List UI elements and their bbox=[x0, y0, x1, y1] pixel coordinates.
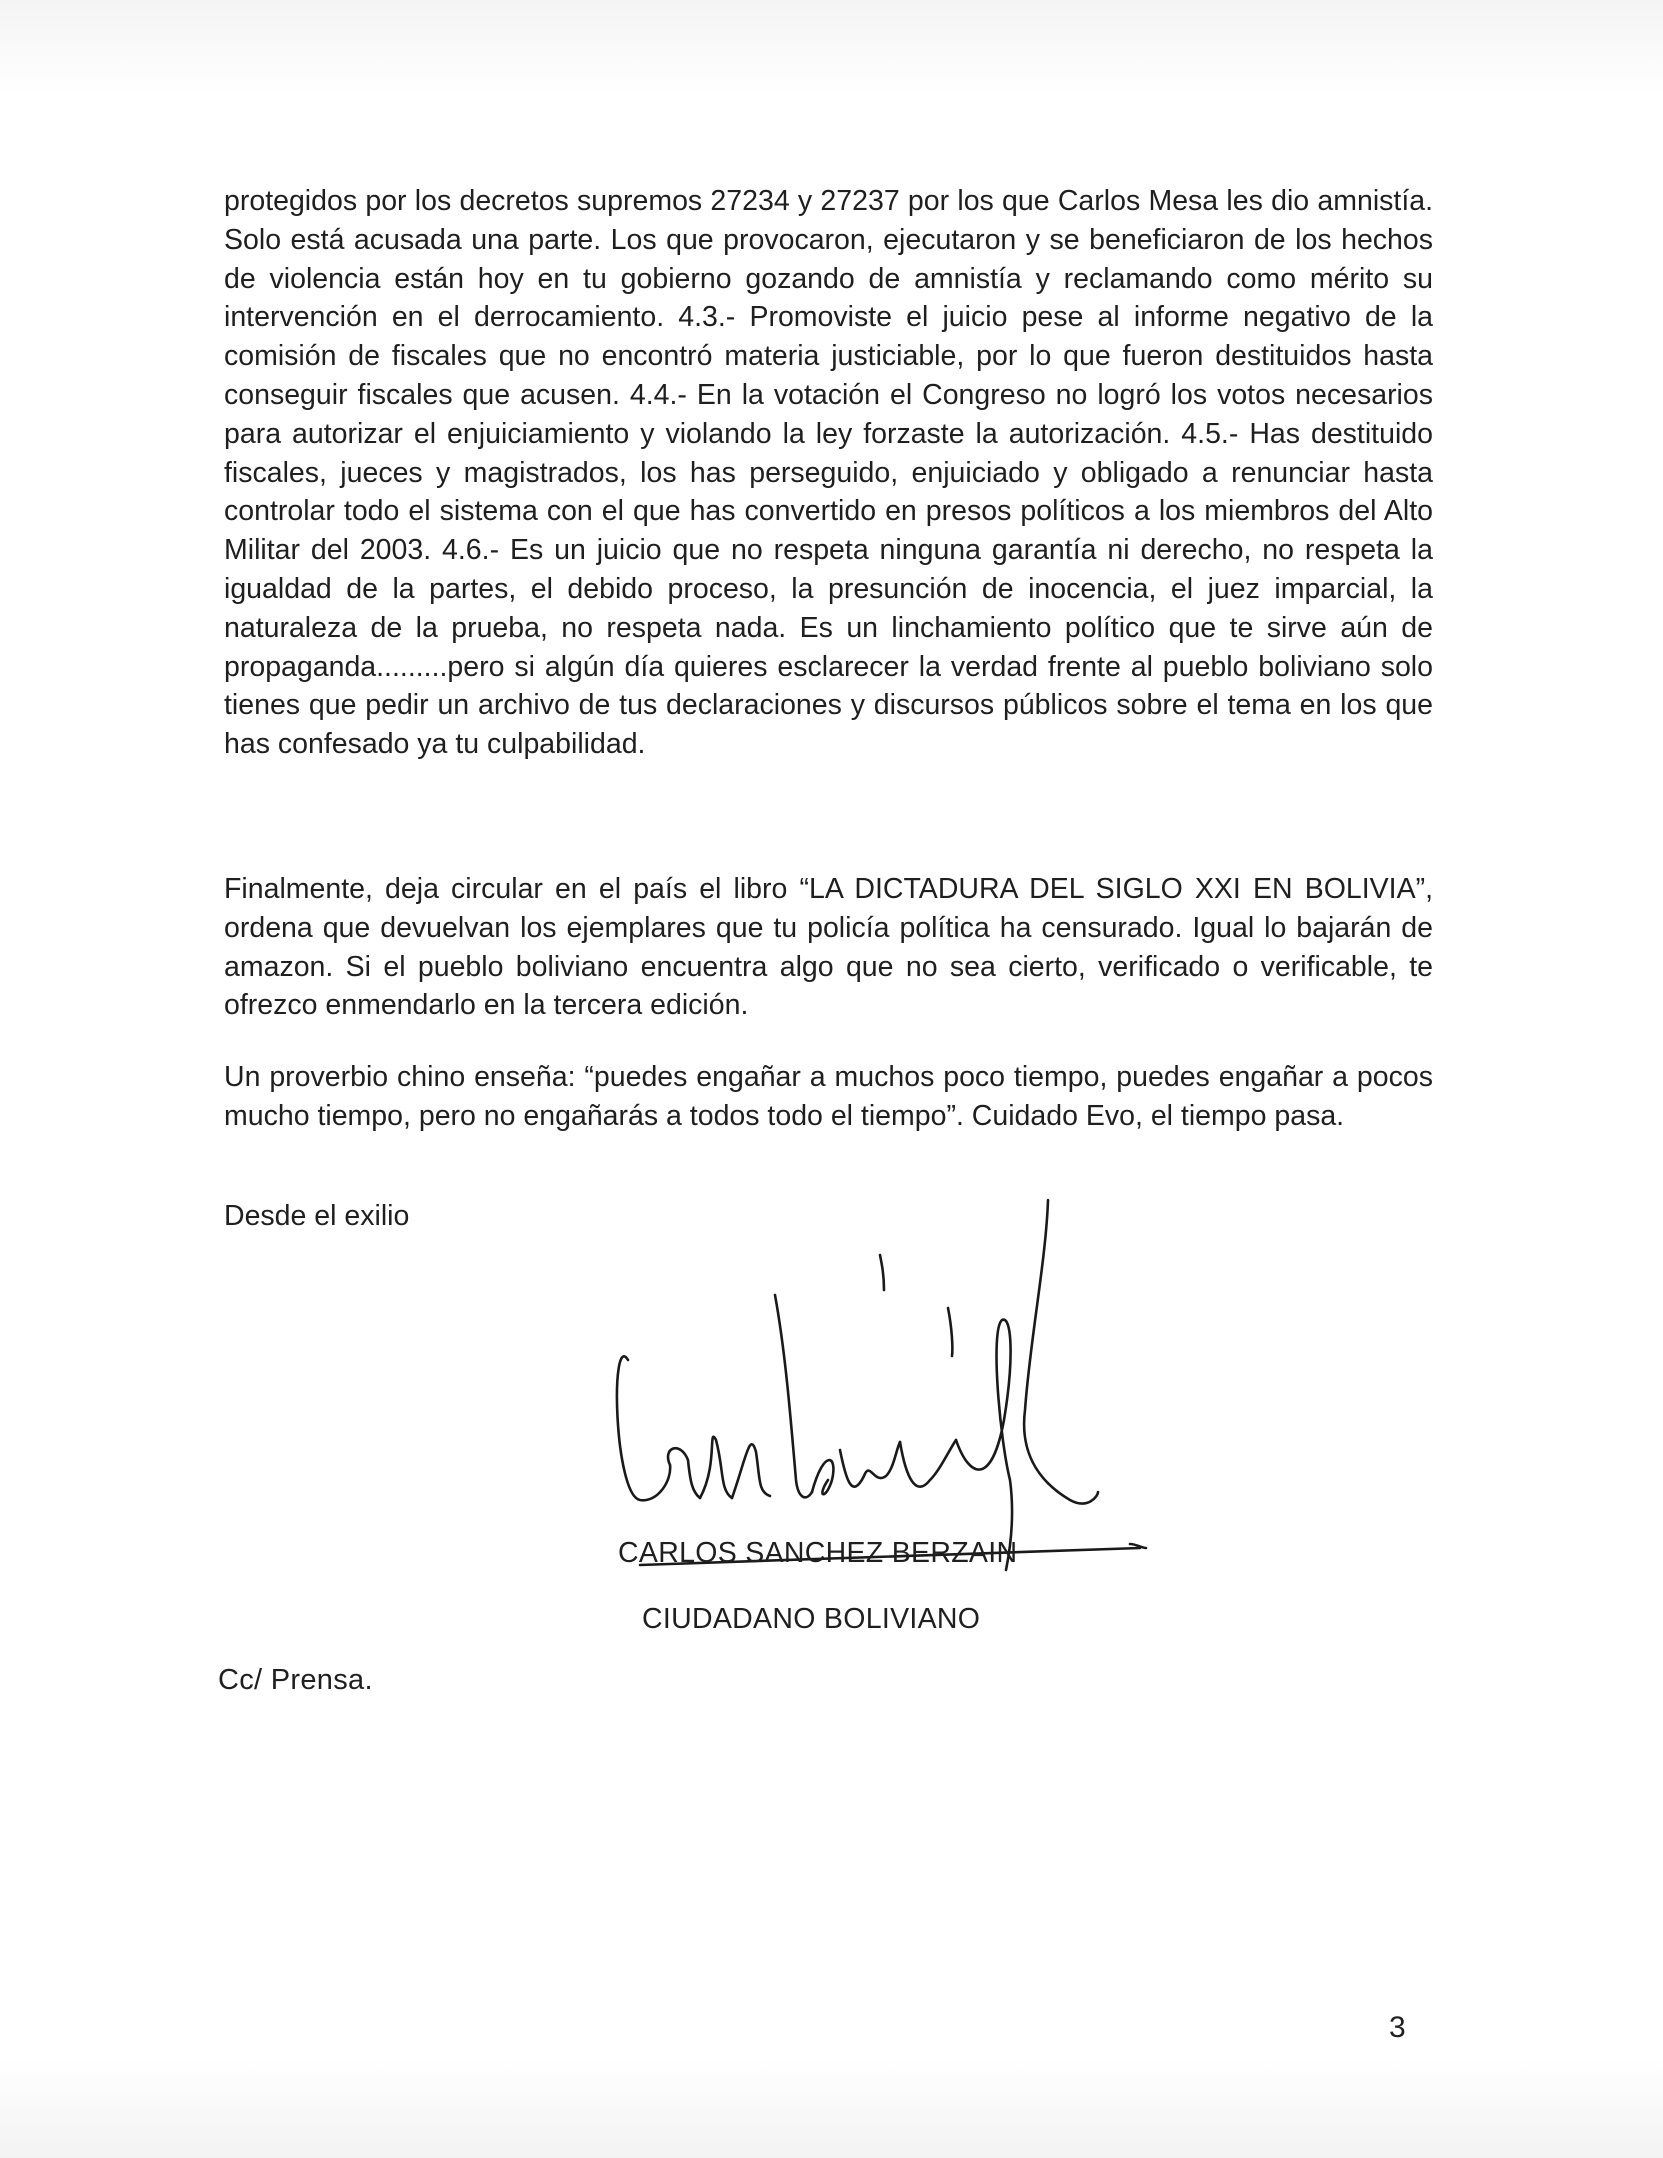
paragraph-book: Finalmente, deja circular en el país el libro “LA DICTADURA DEL SIGLO XXI EN BOLIVIA”, ordena que devuelvan los ejemplares que tu policía política ha censurado. Igual lo bajarán de amazon. Si el pueblo boliviano encuentra algo que no sea cierto, verificado o verificable, te ofrezco enmendarlo en la tercera edición. bbox=[224, 873, 1433, 1022]
paragraph-accusations: protegidos por los decretos supremos 27234 y 27237 por los que Carlos Mesa les dio amnistía. Solo está acusada una parte. Los que provocaron, ejecutaron y se beneficiaron de los hechos de violencia están hoy en tu gobierno gozando de amnistía y reclamando como mérito su intervención en el derrocamiento. 4.3.- Promoviste el juicio pese al informe negativo de la comisión de fiscales que no encontró materia justiciable, por lo que fueron destituidos hasta conseguir fiscales que acusen. 4.4.- En la votación el Congreso no logró los votos necesarios para autorizar el enjuiciamiento y violando la ley forzaste la autorización. 4.5.- Has destituido fiscales, jueces y magistrados, los has perseguido, enjuiciado y obligado a renunciar hasta controlar todo el sistema con el que has convertido en presos políticos a los miembros del Alto Militar del 2003. 4.6.- Es un juicio que no respeta ninguna garantía ni derecho, no respeta la igualdad de la partes, el debido proceso, la presunción de inocencia, el juez imparcial, la naturaleza de la prueba, no respeta nada. Es un linchamiento político que te sirve aún de propaganda.........pero si algún día quieres esclarecer la verdad frente al pueblo boliviano solo tienes que pedir un archivo de tus declaraciones y discursos públicos sobre el tema en los que has confesado ya tu culpabilidad. bbox=[224, 185, 1433, 761]
signatory-title: CIUDADANO BOLIVIANO bbox=[642, 1603, 981, 1635]
signatory-name: CARLOS SANCHEZ BERZAIN bbox=[618, 1537, 1018, 1569]
paragraph-proverb: Un proverbio chino enseña: “puedes engañar a muchos poco tiempo, puedes engañar a pocos mucho tiempo, pero no engañarás a todos todo el tiempo”. Cuidado Evo, el tiempo pasa. bbox=[224, 1061, 1433, 1132]
scan-shadow-bottom bbox=[0, 2058, 1663, 2158]
scan-shadow-top bbox=[0, 0, 1663, 95]
page-number: 3 bbox=[1389, 2011, 1406, 2044]
closing-line: Desde el exilio bbox=[224, 1200, 410, 1232]
cc-recipients: Cc/ Prensa. bbox=[218, 1664, 373, 1696]
